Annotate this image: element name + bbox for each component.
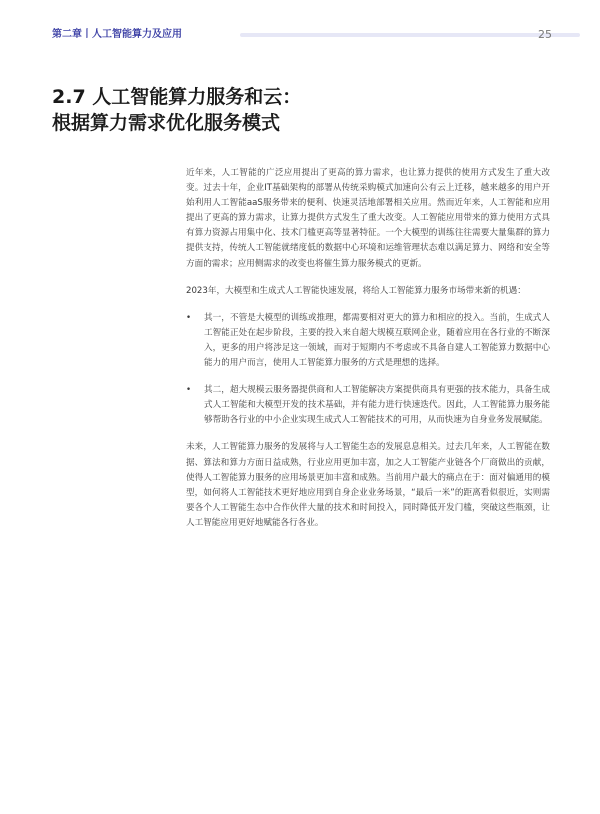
paragraph-2: 2023年，大模型和生成式人工智能快速发展，将给人工智能算力服务市场带来新的机遇：	[186, 285, 526, 296]
paragraph-3: 未来，人工智能算力服务的发展将与人工智能生态的发展息息相关。过去几年来，人工智能在数据、算法和算力方面日益成熟，行业应用更加丰富，加之人工智能产业链各个厂商做出的贡献，使得人工智能算力服务的应用场景更加丰富和成熟。当前用户最大的痛点在于：面对偏通用的模型，如何将人工智能技术更好地应用到自身企业业务场景，“最后一米”的距离看似很近，实则需要各个人工智能生态中合作伙伴大量的技术和时间投入，同时降低开发门槛，突破这些瓶颈，让人工智能应用更好地赋能各行各业。	[186, 442, 550, 528]
section-title-line-1: 2.7 人工智能算力服务和云：	[52, 86, 302, 108]
chapter-label: 第二章丨人工智能算力及应用	[52, 29, 182, 40]
header-rule	[240, 33, 580, 37]
bullet-item-2	[186, 383, 550, 428]
section-title-line-2: 根据算力需求优化服务模式	[52, 112, 281, 134]
body-text	[186, 166, 550, 543]
bullet-marker: •	[186, 312, 192, 323]
section-title	[52, 84, 552, 136]
page-number: 25	[538, 28, 552, 41]
bullet-item-2-text: 其二，超大规模云服务器提供商和人工智能解决方案提供商具有更强的技术能力，具备生成式人工智能和大模型开发的技术基础，并有能力进行快速迭代。因此，人工智能算力服务能够帮助各行业的中小企业实现生成式人工智能技术的可用，从而快速为自身业务发展赋能。	[204, 385, 550, 426]
bullet-marker: •	[186, 385, 192, 396]
bullet-item-1	[186, 311, 550, 371]
page-header	[52, 28, 552, 44]
bullet-item-1-text: 其一，不管是大模型的训练或推理，都需要相对更大的算力和相应的投入。当前，生成式人工智能正处在起步阶段，主要的投入来自超大规模互联网企业，随着应用在各行业的不断深入，更多的用户将涉足这一领域，而对于短期内不考虑或不具备自建人工智能算力数据中心能力的用户而言，使用人工智能算力服务的方式是理想的选择。	[204, 312, 550, 369]
paragraph-1: 近年来，人工智能的广泛应用提出了更高的算力需求，也让算力提供的使用方式发生了重大改变。过去十年，企业IT基础架构的部署从传统采购模式加速向公有云上迁移，越来越多的用户开始利用人工智能aaS服务带来的便利、快速灵活地部署相关应用。然而近年来，人工智能和应用提出了更高的算力需求，让算力提供方式发生了重大改变。人工智能应用带来的算力使用方式具有算力资源占用集中化、技术门槛更高等显著特征。一个大模型的训练往往需要大量集群的算力提供支持，传统人工智能就绪度低的数据中心环境和运维管理状态难以满足算力、网络和安全等方面的需求；应用侧需求的改变也将催生算力服务模式的更新。	[186, 168, 550, 269]
